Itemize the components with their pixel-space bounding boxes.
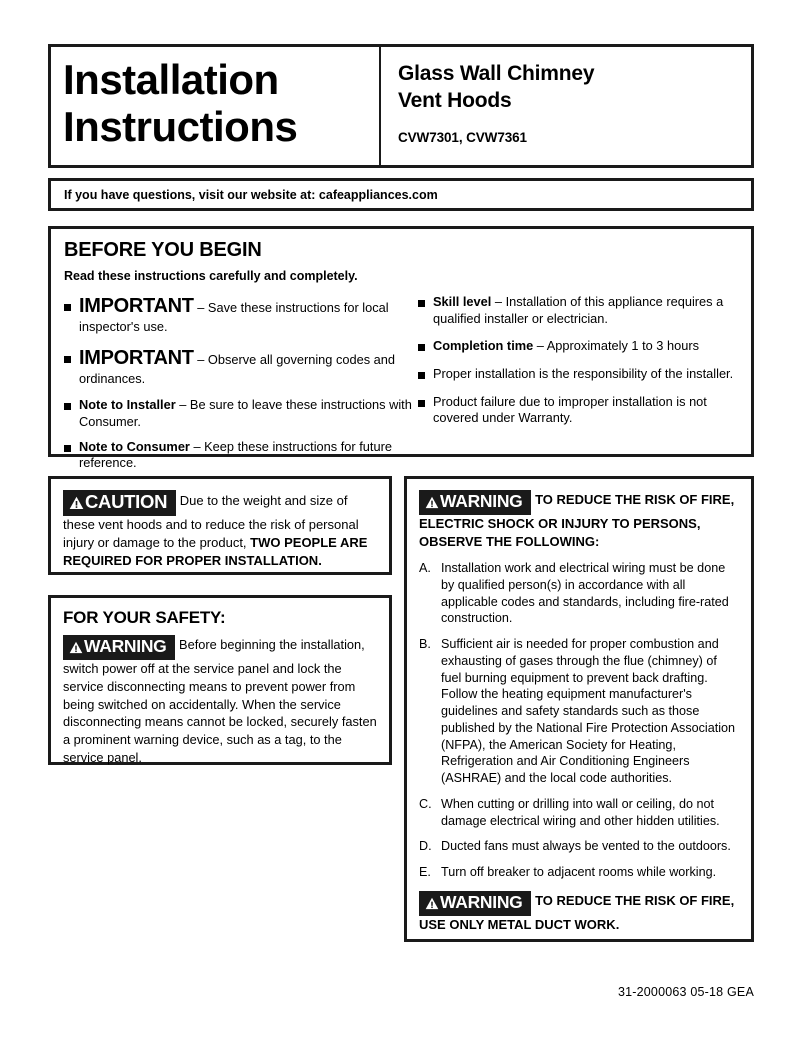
document-header — [48, 44, 754, 168]
bullet-square-icon — [418, 372, 425, 379]
model-numbers: CVW7301, CVW7361 — [398, 129, 527, 145]
document-footer — [0, 985, 754, 999]
section-subheading: Read these instructions carefully and completely. — [64, 269, 358, 283]
bullet-item-right-1 — [418, 294, 739, 327]
caution-box — [48, 476, 392, 575]
bullet-lead: IMPORTANT — [79, 295, 194, 317]
bullet-lead: Note to Installer — [79, 397, 176, 413]
warning-item-text: Sufficient air is needed for proper combustion and exhausting of gases through the flue (chimney) of fuel burning equipment to prevent back drafting. Follow the heating equipment manufacturer's guidelines and safety standards such as those published by the National Fire Protection Association (NFPA), the American Society for Heating, Refrigeration and Air Conditioning Engineers (ASHRAE) and the local code authorities. — [441, 637, 736, 786]
bullet-square-icon — [64, 445, 71, 452]
bullet-body — [433, 294, 739, 327]
bullet-item-right-4 — [418, 394, 739, 427]
warning-heading — [419, 490, 740, 551]
bullet-text: – Installation of this appliance requires a qualified installer or electrician. — [433, 294, 724, 326]
warning-item-letter: D. — [419, 839, 432, 854]
for-your-safety-box — [48, 595, 392, 765]
main-warning-box — [404, 476, 754, 942]
footer-warning-badge-label: WARNING — [440, 891, 523, 912]
warning-triangle-icon — [425, 494, 439, 512]
bullet-item-left-2 — [64, 346, 416, 388]
bullet-text: – Approximately 1 to 3 hours — [533, 338, 699, 354]
bullet-square-icon — [64, 304, 71, 311]
footer-code: 31-2000063 05-18 GEA — [617, 985, 754, 999]
main-warning-badge-label: WARNING — [440, 491, 523, 511]
caution-badge-label: CAUTION — [85, 491, 168, 512]
warning-item-d — [419, 838, 740, 855]
footer-warning-badge — [419, 891, 531, 916]
main-warning-heading-text: TO REDUCE THE RISK OF FIRE, ELECTRIC SHOCK OR INJURY TO PERSONS, OBSERVE THE FOLLOWING: — [419, 492, 735, 550]
bullet-body — [433, 394, 739, 427]
bullet-item-left-4 — [64, 439, 416, 472]
bullet-lead: Skill level — [433, 294, 492, 309]
warning-item-b — [419, 636, 740, 787]
bullet-square-icon — [418, 400, 425, 407]
before-you-begin-section — [48, 226, 754, 471]
bullet-item-left-3 — [64, 397, 416, 430]
safety-text — [63, 635, 379, 766]
warning-item-text: When cutting or drilling into wall or ceiling, do not damage electrical wiring and other hidden utilities. — [441, 796, 720, 828]
warning-footer — [419, 891, 740, 935]
caution-badge — [63, 490, 176, 516]
safety-body-text: Before beginning the installation, switch power off at the service panel and lock the service disconnecting means to prevent power from being switched on accidentally. When the service disconnecting means cannot be locked, securely fasten a prominent warning device, such as a tag, to the service panel. — [63, 637, 377, 765]
bullet-body — [79, 439, 416, 472]
header-product-block — [381, 47, 751, 165]
page-title-line1: Installation — [63, 56, 279, 103]
warning-item-letter: A. — [419, 561, 431, 576]
bullet-lead: Note to Consumer — [79, 438, 190, 454]
bullet-body — [79, 346, 416, 388]
product-title-line1: Glass Wall Chimney — [398, 62, 595, 85]
bullet-item-right-2 — [418, 338, 739, 355]
section-heading: BEFORE YOU BEGIN — [64, 239, 262, 261]
safety-warning-badge-label: WARNING — [84, 636, 167, 656]
website-notice-text: If you have questions, visit our website at: cafeappliances.com — [64, 187, 438, 202]
warning-triangle-icon — [69, 494, 84, 513]
bullet-text: – Keep these instructions for future reference. — [79, 438, 392, 471]
warning-triangle-icon — [425, 895, 439, 913]
safety-heading: FOR YOUR SAFETY: — [63, 608, 226, 627]
footer-warning-text: TO REDUCE THE RISK OF FIRE, USE ONLY METAL DUCT WORK. — [419, 892, 735, 933]
bullet-square-icon — [418, 300, 425, 307]
bullet-text: Proper installation is the responsibility of the installer. — [433, 365, 734, 381]
warning-item-text: Ducted fans must always be vented to the outdoors. — [441, 839, 731, 854]
bullet-item-left-1 — [64, 294, 416, 336]
bullet-text: – Observe all governing codes and ordinances. — [79, 351, 396, 387]
website-notice-box — [48, 178, 754, 211]
bullet-square-icon — [418, 344, 425, 351]
product-title-line2: Vent Hoods — [398, 88, 512, 112]
bullet-lead: Completion time — [433, 338, 534, 354]
caution-text — [63, 490, 379, 570]
before-you-begin-right-column — [416, 294, 739, 480]
main-warning-badge — [419, 490, 531, 515]
bullet-body — [433, 338, 739, 355]
warning-item-text: Turn off breaker to adjacent rooms while working. — [441, 865, 717, 879]
bullet-text: – Be sure to leave these instructions with Consumer. — [79, 397, 412, 429]
bullet-square-icon — [64, 356, 71, 363]
before-you-begin-left-column — [64, 294, 416, 480]
warning-item-list — [419, 560, 740, 880]
header-title-block — [51, 47, 381, 165]
bullet-lead: IMPORTANT — [79, 346, 194, 369]
warning-item-a — [419, 560, 740, 627]
warning-triangle-icon — [69, 639, 83, 657]
bullet-body — [79, 294, 416, 336]
warning-item-e — [419, 864, 740, 881]
warning-item-letter: B. — [419, 637, 431, 652]
warning-item-letter: C. — [419, 796, 432, 811]
caution-text-normal: Due to the weight and size of these vent hoods and to reduce the risk of personal injury or damage to the product, — [63, 493, 359, 551]
bullet-square-icon — [64, 403, 71, 410]
safety-warning-badge — [63, 635, 175, 660]
bullet-body — [433, 366, 739, 383]
bullet-body — [79, 397, 416, 430]
warning-item-letter: E. — [419, 865, 431, 879]
bullet-text: – Save these instructions for local inspector's use. — [79, 300, 389, 335]
bullet-item-right-3 — [418, 366, 739, 383]
bullet-text: Product failure due to improper installation is not covered under Warranty. — [433, 393, 707, 426]
warning-item-c — [419, 796, 740, 829]
page-title-line2: Instructions — [63, 103, 298, 151]
caution-text-bold: TWO PEOPLE ARE REQUIRED FOR PROPER INSTALLATION. — [63, 535, 368, 569]
warning-item-text: Installation work and electrical wiring must be done by qualified person(s) in accordance with all applicable codes and standards, including fire-rated construction. — [441, 561, 729, 626]
